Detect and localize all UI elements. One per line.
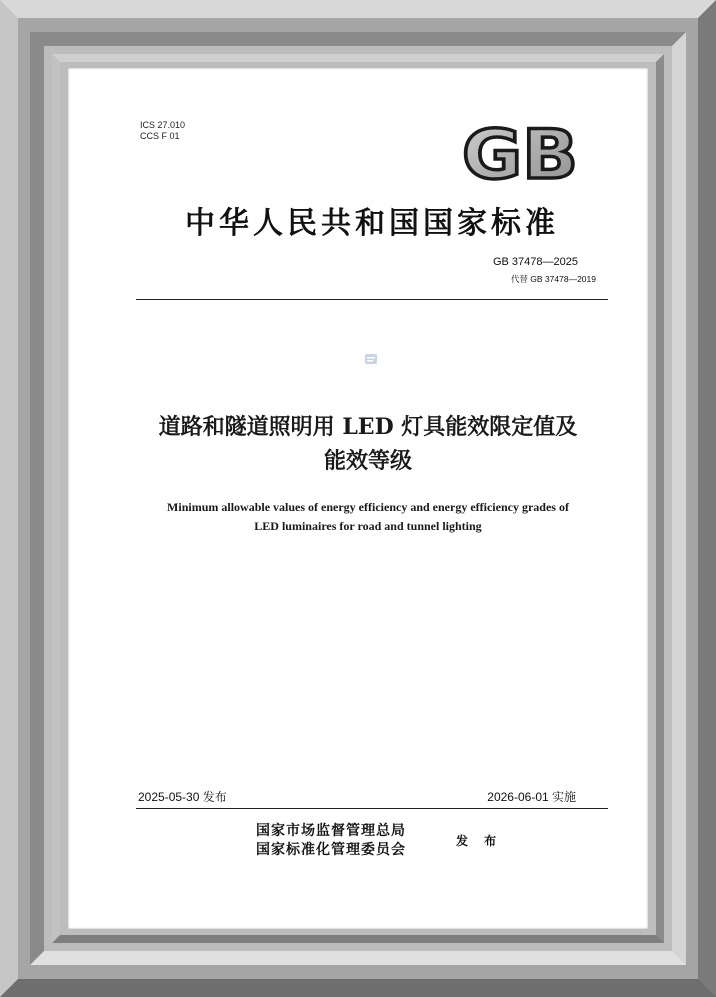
national-standard-title: 中华人民共和国国家标准 — [185, 206, 559, 241]
watermark-icon — [364, 352, 378, 366]
ccs-code: CCS F 01 — [140, 131, 180, 141]
document-title-chinese — [108, 410, 628, 478]
publisher-sac: 国家标准化管理委员会 — [256, 842, 406, 858]
title-zh-line2: 能效等级 — [323, 448, 412, 474]
publishers — [256, 822, 406, 860]
publisher-samr: 国家市场监督管理总局 — [256, 823, 406, 839]
footer-divider — [136, 808, 608, 809]
gb-logo-icon — [462, 122, 580, 182]
title-zh-line1: 道路和隧道照明用 LED 灯具能效限定值及 — [158, 414, 578, 440]
publish-label: 发 布 — [456, 834, 503, 848]
replaces-standard: 代替 GB 37478—2019 — [510, 274, 596, 284]
gb-logo-text: GB — [462, 122, 578, 182]
header-divider — [136, 299, 608, 300]
classification-codes — [140, 120, 185, 142]
ics-code: ICS 27.010 — [140, 120, 186, 130]
implementation-date: 2026-06-01 实施 — [487, 790, 576, 804]
document-title-english — [108, 498, 628, 536]
issue-date: 2025-05-30 发布 — [138, 790, 227, 804]
title-en-line1: Minimum allowable values of energy efficiency and energy efficiency grades of — [167, 500, 569, 514]
title-en-line2: LED luminaires for road and tunnel lighting — [254, 519, 482, 533]
standard-number: GB 37478—2025 — [492, 256, 578, 268]
